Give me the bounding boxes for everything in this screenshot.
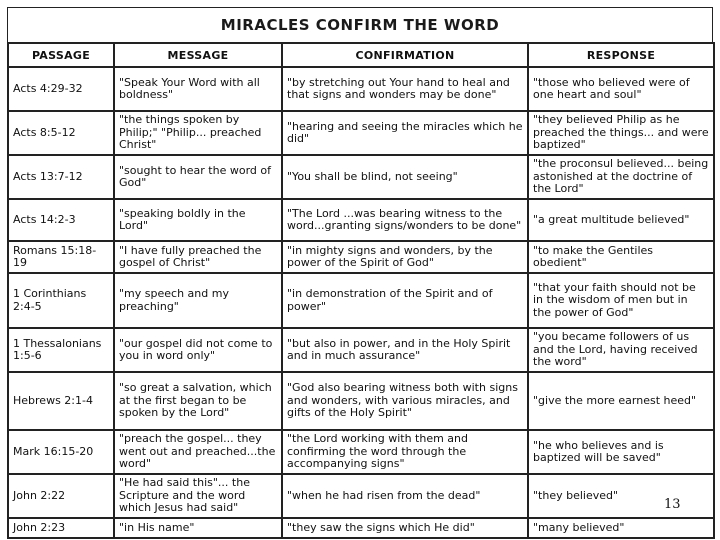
passage-cell: Acts 8:5-12 [8,111,114,155]
confirmation-cell: "in mighty signs and wonders, by the power of the Spirit of God" [282,241,528,273]
header-passage: PASSAGE [8,43,114,67]
confirmation-cell: "by stretching out Your hand to heal and that signs and wonders may be done" [282,67,528,111]
table-row [8,111,714,155]
header-response: RESPONSE [528,43,714,67]
passage-cell: Acts 13:7-12 [8,155,114,199]
message-cell: "I have fully preached the gospel of Christ" [114,241,282,273]
page-number: 13 [664,497,681,512]
table-row [8,518,714,538]
response-cell: "they believed" [528,474,714,518]
table-row [8,430,714,474]
passage-cell: John 2:22 [8,474,114,518]
confirmation-cell: "when he had risen from the dead" [282,474,528,518]
table-row [8,199,714,241]
header-message: MESSAGE [114,43,282,67]
message-cell: "sought to hear the word of God" [114,155,282,199]
confirmation-cell: "hearing and seeing the miracles which he did" [282,111,528,155]
response-cell: "the proconsul believed... being astonished at the doctrine of the Lord" [528,155,714,199]
response-cell: "many believed" [528,518,714,538]
table-row [8,273,714,328]
message-cell: "my speech and my preaching" [114,273,282,328]
confirmation-cell: "in demonstration of the Spirit and of power" [282,273,528,328]
response-cell: "a great multitude believed" [528,199,714,241]
response-cell: "give the more earnest heed" [528,372,714,430]
passage-cell: Acts 14:2-3 [8,199,114,241]
message-cell: "the things spoken by Philip;" "Philip... preached Christ" [114,111,282,155]
message-cell: "so great a salvation, which at the first began to be spoken by the Lord" [114,372,282,430]
confirmation-cell: "The Lord ...was bearing witness to the word...granting signs/wonders to be done" [282,199,528,241]
passage-cell: Hebrews 2:1-4 [8,372,114,430]
header-confirmation: CONFIRMATION [282,43,528,67]
confirmation-cell: "they saw the signs which He did" [282,518,528,538]
passage-cell: Mark 16:15-20 [8,430,114,474]
header-row [8,43,714,67]
confirmation-cell: "but also in power, and in the Holy Spirit and in much assurance" [282,328,528,372]
confirmation-cell: "You shall be blind, not seeing" [282,155,528,199]
passage-cell: 1 Corinthians 2:4-5 [8,273,114,328]
miracles-table [7,42,715,539]
response-cell: "those who believed were of one heart and soul" [528,67,714,111]
table-row [8,474,714,518]
message-cell: "He had said this"... the Scripture and the word which Jesus had said" [114,474,282,518]
response-cell: "he who believes and is baptized will be saved" [528,430,714,474]
message-cell: "Speak Your Word with all boldness" [114,67,282,111]
confirmation-cell: "the Lord working with them and confirming the word through the accompanying signs" [282,430,528,474]
confirmation-cell: "God also bearing witness both with signs and wonders, with various miracles, and gifts of the Holy Spirit" [282,372,528,430]
response-cell: "to make the Gentiles obedient" [528,241,714,273]
response-cell: "that your faith should not be in the wisdom of men but in the power of God" [528,273,714,328]
passage-cell: Romans 15:18-19 [8,241,114,273]
response-cell: "you became followers of us and the Lord, having received the word" [528,328,714,372]
table-row [8,155,714,199]
table-row [8,372,714,430]
table-row [8,241,714,273]
table-row [8,328,714,372]
passage-cell: John 2:23 [8,518,114,538]
message-cell: "speaking boldly in the Lord" [114,199,282,241]
response-cell: "they believed Philip as he preached the things... and were baptized" [528,111,714,155]
table-row [8,67,714,111]
message-cell: "our gospel did not come to you in word only" [114,328,282,372]
table-title: MIRACLES CONFIRM THE WORD [7,7,713,42]
passage-cell: Acts 4:29-32 [8,67,114,111]
passage-cell: 1 Thessalonians 1:5-6 [8,328,114,372]
message-cell: "in His name" [114,518,282,538]
message-cell: "preach the gospel... they went out and preached...the word" [114,430,282,474]
